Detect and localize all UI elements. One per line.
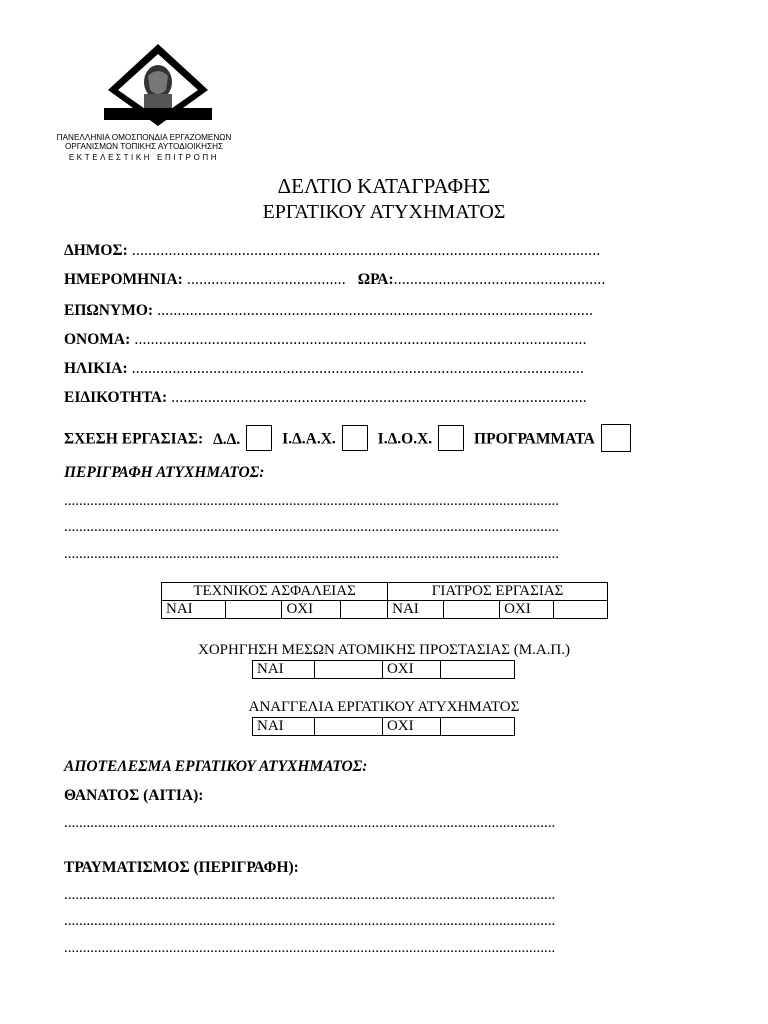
field-dimos-fill: ................................................................................................................... bbox=[127, 242, 601, 259]
report-heading: ΑΝΑΓΓΕΛΙΑ ΕΡΓΑΤΙΚΟΥ ΑΤΥΧΗΜΑΤΟΣ bbox=[248, 699, 520, 715]
report-table bbox=[252, 717, 515, 736]
field-date-label: ΗΜΕΡΟΜΗΝΙΑ: bbox=[64, 271, 183, 288]
field-age-label: ΗΛΙΚΙΑ: bbox=[64, 360, 128, 377]
doctor-yes-box[interactable] bbox=[444, 601, 500, 619]
death-cause-line[interactable]: ................................................................................................................................... bbox=[64, 815, 556, 831]
field-surname-fill: ........................................................................................................... bbox=[153, 302, 594, 319]
description-line[interactable]: .................................................................................................................................... bbox=[64, 546, 559, 562]
doctor-no-box[interactable] bbox=[554, 601, 608, 619]
field-date[interactable] bbox=[64, 271, 606, 289]
occupational-doctor-header: ΓΙΑΤΡΟΣ ΕΡΓΑΣΙΑΣ bbox=[388, 583, 608, 601]
injury-line[interactable]: ................................................................................................................................... bbox=[64, 887, 556, 903]
safety-officer-header: ΤΕΧΝΙΚΟΣ ΑΣΦΑΛΕΙΑΣ bbox=[162, 583, 388, 601]
safety-table bbox=[161, 582, 608, 619]
field-surname[interactable] bbox=[64, 302, 593, 320]
safety-officer-yes-box[interactable] bbox=[226, 601, 282, 619]
injury-line[interactable]: ................................................................................................................................... bbox=[64, 913, 556, 929]
relation-dd-checkbox[interactable] bbox=[246, 425, 272, 451]
logo-text-line-3: ΕΚΤΕΛΕΣΤΙΚΗ ΕΠΙΤΡΟΠΗ bbox=[68, 153, 220, 162]
description-line[interactable]: .................................................................................................................................... bbox=[64, 519, 559, 535]
result-heading: ΑΠΟΤΕΛΕΣΜΑ ΕΡΓΑΤΙΚΟΥ ΑΤΥΧΗΜΑΤΟΣ: bbox=[64, 758, 368, 775]
ppe-yes-box[interactable] bbox=[314, 661, 382, 679]
field-surname-label: ΕΠΩΝΥΜΟ: bbox=[64, 302, 154, 319]
safety-officer-yes-label: ΝΑΙ bbox=[162, 601, 226, 619]
relation-option-idax-label: Ι.Δ.Α.Χ. bbox=[282, 430, 336, 448]
field-time-fill: .................................................... bbox=[393, 271, 606, 288]
field-age-fill: ............................................................................................................... bbox=[127, 360, 585, 377]
form-title: ΔΕΛΤΙΟ ΚΑΤΑΓΡΑΦΗΣ bbox=[277, 174, 491, 198]
form-subtitle: ΕΡΓΑΤΙΚΟΥ ΑΤΥΧΗΜΑΤΟΣ bbox=[262, 201, 506, 223]
relation-row bbox=[64, 426, 637, 454]
organization-logo bbox=[96, 42, 220, 126]
logo-emblem-icon bbox=[96, 42, 220, 126]
field-specialty-label: ΕΙΔΙΚΟΤΗΤΑ: bbox=[64, 389, 168, 406]
field-dimos-label: ΔΗΜΟΣ: bbox=[64, 242, 128, 259]
field-time-label: ΩΡΑ: bbox=[357, 271, 394, 288]
relation-idox-checkbox[interactable] bbox=[438, 425, 464, 451]
field-dimos[interactable] bbox=[64, 242, 600, 260]
description-heading: ΠΕΡΙΓΡΑΦΗ ΑΤΥΧΗΜΑΤΟΣ: bbox=[64, 464, 265, 481]
death-label: ΘΑΝΑΤΟΣ (ΑΙΤΙΑ): bbox=[64, 787, 204, 804]
logo-text-line-2: ΟΡΓΑΝΙΣΜΩΝ ΤΟΠΙΚΗΣ ΑΥΤΟΔΙΟΙΚΗΣΗΣ bbox=[64, 142, 224, 151]
relation-option-programs-label: ΠΡΟΓΡΑΜΜΑΤΑ bbox=[474, 430, 595, 448]
report-yes-label: ΝΑΙ bbox=[253, 718, 315, 736]
relation-programs-checkbox[interactable] bbox=[601, 424, 631, 452]
injury-label: ΤΡΑΥΜΑΤΙΣΜΟΣ (ΠΕΡΙΓΡΑΦΗ): bbox=[64, 859, 299, 876]
injury-line[interactable]: ................................................................................................................................... bbox=[64, 940, 556, 956]
ppe-yes-label: ΝΑΙ bbox=[253, 661, 315, 679]
relation-label: ΣΧΕΣΗ ΕΡΓΑΣΙΑΣ: bbox=[64, 430, 204, 448]
field-age[interactable] bbox=[64, 360, 584, 378]
field-name-label: ΟΝΟΜΑ: bbox=[64, 331, 131, 348]
ppe-no-label: ΟΧΙ bbox=[382, 661, 440, 679]
safety-officer-no-box[interactable] bbox=[340, 601, 388, 619]
doctor-no-label: ΟΧΙ bbox=[500, 601, 554, 619]
ppe-no-box[interactable] bbox=[440, 661, 514, 679]
field-specialty[interactable] bbox=[64, 389, 587, 407]
doctor-yes-label: ΝΑΙ bbox=[388, 601, 444, 619]
field-name-fill: ............................................................................................................... bbox=[130, 331, 587, 348]
ppe-heading: ΧΟΡΗΓΗΣΗ ΜΕΣΩΝ ΑΤΟΜΙΚΗΣ ΠΡΟΣΤΑΣΙΑΣ (Μ.Α.Π.) bbox=[198, 642, 570, 658]
report-yes-box[interactable] bbox=[314, 718, 382, 736]
report-no-label: ΟΧΙ bbox=[382, 718, 440, 736]
description-line[interactable]: .................................................................................................................................... bbox=[64, 493, 559, 509]
field-name[interactable] bbox=[64, 331, 587, 349]
logo-text-line-1: ΠΑΝΕΛΛΗΝΙΑ ΟΜΟΣΠΟΝΔΙΑ ΕΡΓΑΖΟΜΕΝΩΝ bbox=[56, 133, 232, 142]
report-no-box[interactable] bbox=[440, 718, 514, 736]
ppe-table bbox=[252, 660, 515, 679]
field-specialty-fill: ...................................................................................................... bbox=[167, 389, 587, 406]
safety-officer-no-label: ΟΧΙ bbox=[282, 601, 340, 619]
field-date-fill: ....................................... bbox=[182, 271, 346, 288]
relation-option-idox-label: Ι.Δ.Ο.Χ. bbox=[377, 430, 433, 448]
relation-option-dd-label: Δ.Δ. bbox=[213, 430, 241, 448]
relation-idax-checkbox[interactable] bbox=[342, 425, 368, 451]
